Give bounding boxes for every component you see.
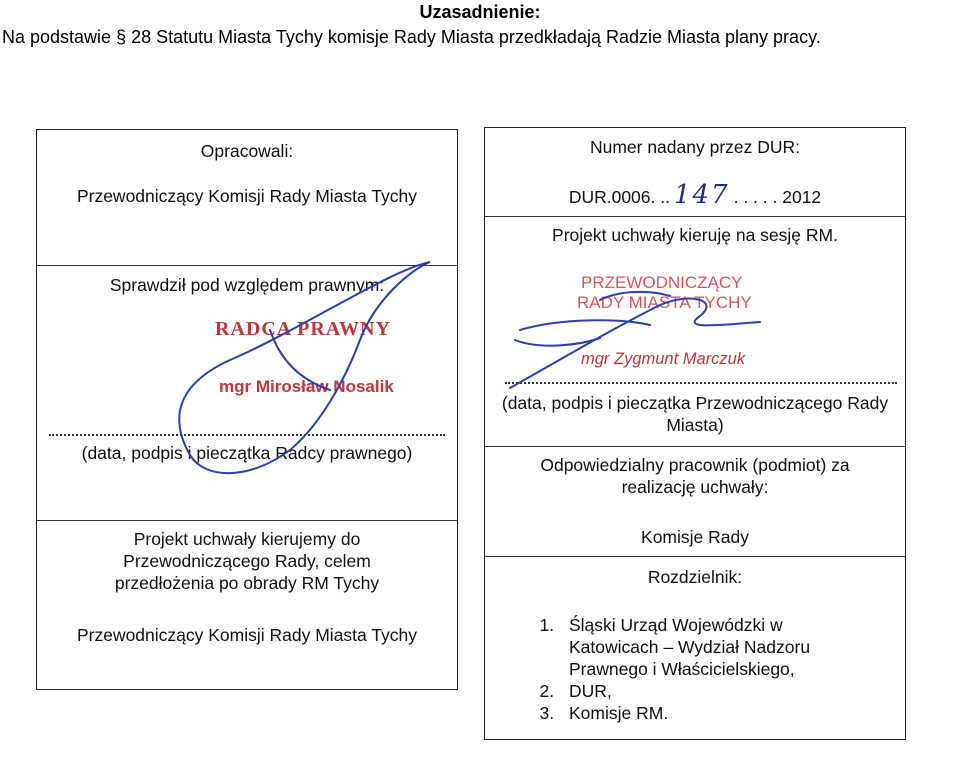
session-text: Projekt uchwały kieruję na sesję RM. (552, 225, 838, 245)
chair-stamp-line2: RADY MIASTA TYCHY (577, 293, 752, 312)
distribution-list (485, 614, 905, 724)
distribution-item: 2. DUR, (559, 680, 905, 702)
justification-heading: Uzasadnienie: (419, 2, 541, 22)
distribution-item: 1. Śląski Urząd Wojewódzki w Katowicach – Wydział Nadzoru Prawnego i Właścicielskiego, (559, 614, 905, 680)
right-approval-box (484, 127, 906, 740)
divider (485, 446, 905, 447)
chair-stamp-name: mgr Zygmunt Marczuk (581, 350, 746, 368)
justification-text: Na podstawie § 28 Statutu Miasta Tychy komisje Rady Miasta przedkładają Radzie Miasta plany pracy. (2, 27, 821, 47)
dur-number-line (485, 180, 905, 210)
legal-check-title: Sprawdził pod względem prawnym: (109, 275, 385, 295)
divider (485, 556, 905, 557)
distribution-item: 3. Komisje RM. (559, 702, 905, 724)
legal-check-section (37, 274, 457, 296)
divider (37, 265, 457, 266)
legal-caption: (data, podpis i pieczątka Radcy prawnego) (81, 443, 413, 463)
signature-dotted-line (49, 434, 445, 436)
signature-dotted-line (505, 382, 897, 384)
dur-number-title: Numer nadany przez DUR: (589, 137, 801, 157)
routing-signer: Przewodniczący Komisji Rady Miasta Tychy (76, 625, 418, 645)
legal-stamp-name: mgr Mirosław Nosalik (219, 377, 394, 396)
prepared-by-section (37, 140, 457, 207)
dur-number-suffix: . . . . . 2012 (733, 187, 822, 207)
legal-stamp-title: RADCA PRAWNY (215, 318, 391, 340)
responsible-value: Komisje Rady (641, 527, 749, 547)
distribution-title: Rozdzielnik: (647, 567, 743, 587)
dur-number-handwritten: 147 (673, 180, 730, 210)
chair-caption: (data, podpis i pieczątka Przewodniczącego Rady Miasta) (501, 393, 889, 435)
routing-section (37, 528, 457, 594)
chair-stamp-line1: PRZEWODNICZĄCY (581, 273, 743, 292)
responsible-title: Odpowiedzialny pracownik (podmiot) za realizację uchwały: (540, 455, 850, 497)
prepared-by-body: Przewodniczący Komisji Rady Miasta Tychy (76, 186, 418, 206)
dur-number-prefix: DUR.0006. .. (568, 187, 670, 207)
left-approval-box (36, 129, 458, 690)
divider (37, 520, 457, 521)
prepared-by-title: Opracowali: (200, 141, 294, 161)
routing-body: Projekt uchwały kierujemy do Przewodniczącego Rady, celem przedłożenia po obrady RM Tychy (114, 529, 380, 593)
divider (485, 216, 905, 217)
